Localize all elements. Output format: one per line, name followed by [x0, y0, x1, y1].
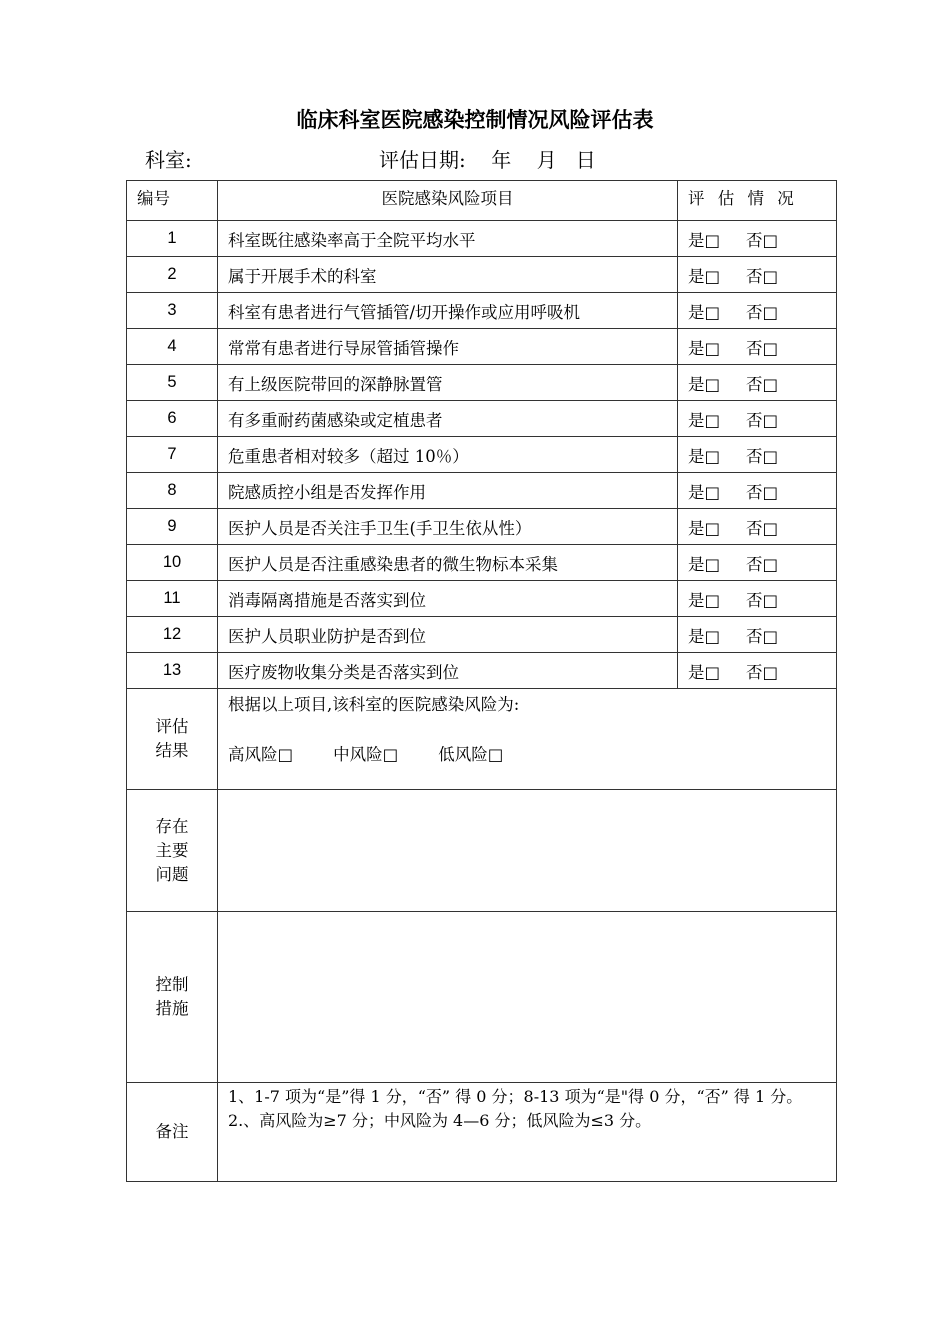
- row-num: 8: [127, 473, 218, 509]
- row-eval: [678, 473, 837, 509]
- day-label: 日: [575, 148, 596, 172]
- table-row: [127, 293, 837, 329]
- table-row: [127, 545, 837, 581]
- risk-assessment-table: [126, 180, 837, 1182]
- notes-row: [127, 1083, 837, 1182]
- row-num: 10: [127, 545, 218, 581]
- yes-checkbox[interactable]: 是□: [688, 482, 721, 502]
- row-item: 常常有患者进行导尿管插管操作: [218, 329, 678, 365]
- row-num: 5: [127, 365, 218, 401]
- problems-label: 存在 主要 问题: [127, 790, 218, 912]
- page-title: 临床科室医院感染控制情况风险评估表: [296, 108, 654, 132]
- problems-field[interactable]: [218, 790, 837, 912]
- yes-checkbox[interactable]: 是□: [688, 230, 721, 250]
- row-item: 科室既往感染率高于全院平均水平: [218, 221, 678, 257]
- row-num: 9: [127, 509, 218, 545]
- no-checkbox[interactable]: 否□: [746, 338, 779, 358]
- measures-field[interactable]: [218, 912, 837, 1083]
- row-eval: [678, 221, 837, 257]
- no-checkbox[interactable]: 否□: [746, 446, 779, 466]
- table-row: [127, 581, 837, 617]
- low-risk-checkbox[interactable]: 低风险□: [438, 745, 504, 764]
- medium-risk-checkbox[interactable]: 中风险□: [333, 745, 399, 764]
- no-checkbox[interactable]: 否□: [746, 266, 779, 286]
- assessment-date: [379, 144, 596, 173]
- yes-checkbox[interactable]: 是□: [688, 302, 721, 322]
- result-row: [127, 689, 837, 790]
- row-num: 2: [127, 257, 218, 293]
- row-item: 院感质控小组是否发挥作用: [218, 473, 678, 509]
- yes-checkbox[interactable]: 是□: [688, 590, 721, 610]
- row-item: 危重患者相对较多（超过 10％）: [218, 437, 678, 473]
- yes-checkbox[interactable]: 是□: [688, 374, 721, 394]
- problems-row: [127, 790, 837, 912]
- row-num: 4: [127, 329, 218, 365]
- yes-checkbox[interactable]: 是□: [688, 410, 721, 430]
- no-checkbox[interactable]: 否□: [746, 626, 779, 646]
- measures-label: 控制 措施: [127, 912, 218, 1083]
- row-eval: [678, 257, 837, 293]
- yes-checkbox[interactable]: 是□: [688, 518, 721, 538]
- row-eval: [678, 581, 837, 617]
- row-eval: [678, 617, 837, 653]
- header-item: 医院感染风险项目: [218, 181, 678, 221]
- no-checkbox[interactable]: 否□: [746, 518, 779, 538]
- yes-checkbox[interactable]: 是□: [688, 266, 721, 286]
- row-item: 消毒隔离措施是否落实到位: [218, 581, 678, 617]
- header-num: 编号: [127, 181, 218, 221]
- row-item: 有上级医院带回的深静脉置管: [218, 365, 678, 401]
- no-checkbox[interactable]: 否□: [746, 374, 779, 394]
- year-label: 年: [491, 148, 512, 172]
- row-item: 有多重耐药菌感染或定植患者: [218, 401, 678, 437]
- no-checkbox[interactable]: 否□: [746, 590, 779, 610]
- row-eval: [678, 509, 837, 545]
- row-eval: [678, 329, 837, 365]
- row-item: 医疗废物收集分类是否落实到位: [218, 653, 678, 689]
- table-row: [127, 437, 837, 473]
- measures-row: [127, 912, 837, 1083]
- result-label: 评估 结果: [127, 689, 218, 790]
- table-row: [127, 221, 837, 257]
- table-row: [127, 509, 837, 545]
- high-risk-checkbox[interactable]: 高风险□: [228, 745, 294, 764]
- row-eval: [678, 365, 837, 401]
- row-num: 12: [127, 617, 218, 653]
- yes-checkbox[interactable]: 是□: [688, 446, 721, 466]
- row-eval: [678, 545, 837, 581]
- result-content: [218, 689, 837, 790]
- notes-content: [218, 1083, 837, 1182]
- table-row: [127, 365, 837, 401]
- notes-line-1: 1、1-7 项为“是”得 1 分，“否” 得 0 分；8-13 项为“是"得 0 分，“否” 得 1 分。: [228, 1087, 803, 1106]
- no-checkbox[interactable]: 否□: [746, 482, 779, 502]
- date-label: 评估日期:: [379, 148, 466, 172]
- result-text: 根据以上项目,该科室的医院感染风险为:: [228, 695, 520, 714]
- month-label: 月: [536, 148, 557, 172]
- row-item: 医护人员是否关注手卫生(手卫生依从性）: [218, 509, 678, 545]
- row-item: 科室有患者进行气管插管/切开操作或应用呼吸机: [218, 293, 678, 329]
- row-eval: [678, 401, 837, 437]
- table-row: [127, 473, 837, 509]
- no-checkbox[interactable]: 否□: [746, 662, 779, 682]
- no-checkbox[interactable]: 否□: [746, 410, 779, 430]
- table-row: [127, 653, 837, 689]
- header-eval: 评 估 情 况: [678, 181, 837, 221]
- row-num: 3: [127, 293, 218, 329]
- row-eval: [678, 293, 837, 329]
- row-num: 11: [127, 581, 218, 617]
- yes-checkbox[interactable]: 是□: [688, 626, 721, 646]
- row-num: 13: [127, 653, 218, 689]
- yes-checkbox[interactable]: 是□: [688, 662, 721, 682]
- table-row: [127, 617, 837, 653]
- no-checkbox[interactable]: 否□: [746, 302, 779, 322]
- row-item: 医护人员是否注重感染患者的微生物标本采集: [218, 545, 678, 581]
- no-checkbox[interactable]: 否□: [746, 554, 779, 574]
- notes-label: 备注: [127, 1083, 218, 1182]
- row-num: 6: [127, 401, 218, 437]
- risk-level-options: [228, 743, 826, 767]
- department-label: 科室:: [145, 148, 192, 172]
- row-item: 属于开展手术的科室: [218, 257, 678, 293]
- table-row: [127, 401, 837, 437]
- notes-line-2: 2.、高风险为≥7 分；中风险为 4—6 分；低风险为≤3 分。: [228, 1111, 652, 1130]
- table-row: [127, 257, 837, 293]
- table-row: [127, 329, 837, 365]
- row-num: 7: [127, 437, 218, 473]
- yes-checkbox[interactable]: 是□: [688, 554, 721, 574]
- no-checkbox[interactable]: 否□: [746, 230, 779, 250]
- row-eval: [678, 653, 837, 689]
- row-num: 1: [127, 221, 218, 257]
- row-eval: [678, 437, 837, 473]
- row-item: 医护人员职业防护是否到位: [218, 617, 678, 653]
- table-header-row: [127, 181, 837, 221]
- yes-checkbox[interactable]: 是□: [688, 338, 721, 358]
